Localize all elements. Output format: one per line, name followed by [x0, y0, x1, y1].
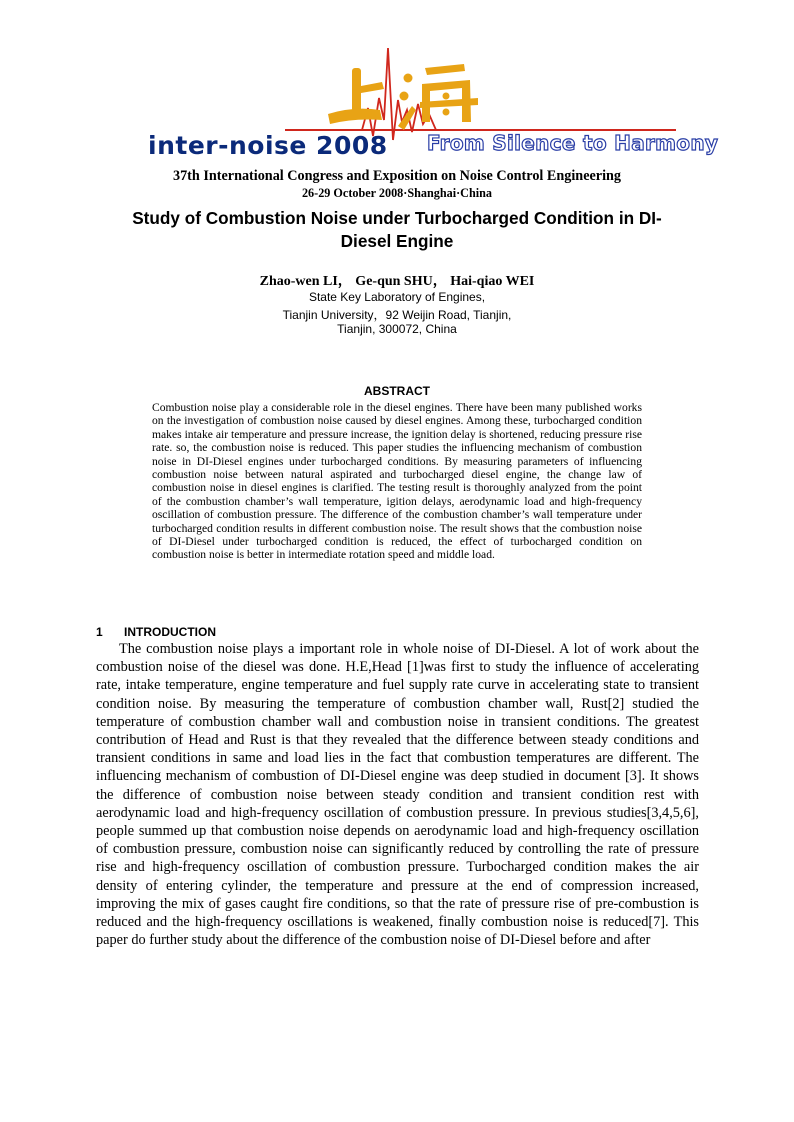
- affiliation-line: Tianjin University，92 Weijin Road, Tianjin,: [282, 308, 512, 322]
- brand-wordmark: inter-noise 2008: [148, 131, 388, 160]
- introduction-text: The combustion noise plays a important role in whole noise of DI-Diesel. A lot of work about the combustion noise of the diesel was done. H.E,Head [1]was first to study the influence of accelerating rate, intake temperature, engine temperature and fuel supply rate curve in accelerating state to transient condition noise. By measuring the temperature of combustion chamber wall, Rust[2] studied the temperature of combustion chamber wall and combustion noise in transient conditions. The greatest contribution of Head and Rust is that they revealed that the difference between steady conditions and transient conditions in same and load lies in the fact that combustion temperatures are different. The influencing mechanism of combustion of DI-Diesel engine was deep studied in document [3]. It shows the difference of combustion noise between steady condition and transient condition rest with aerodynamic load and high-frequency oscillation of combustion pressure. In previous studies[3,4,5,6], people summed up that combustion noise depends on aerodynamic load and high-frequency oscillation of combustion pressure, combustion noise can significantly reduced by controlling the rate of pressure rise and high-frequency oscillation of combustion pressure. Turbocharged condition makes the air density of entering cylinder, the temperature and pressure at the end of compression increased, improving the mix of gases caught fire conditions, so that the rate of pressure rise of pre-combustion is reduced and the high-frequency oscillations is weakened, finally combustion noise is reduced[7]. This paper do further study about the difference of the combustion noise of DI-Diesel before and after: [96, 641, 699, 949]
- slogan: From Silence to Harmony: [427, 131, 719, 155]
- affiliation-line: Tianjin, 300072, China: [337, 322, 457, 336]
- conference-title: 37th International Congress and Exposition on Noise Control Engineering: [172, 168, 622, 184]
- section-title: INTRODUCTION: [124, 625, 216, 639]
- abstract-heading: ABSTRACT: [364, 384, 430, 398]
- section-heading: [96, 625, 216, 639]
- section-number: 1: [96, 625, 103, 639]
- conference-date-place: 26-29 October 2008·Shanghai·China: [301, 186, 493, 200]
- paper-title: Study of Combustion Noise under Turbocharged Condition in DI-Diesel Engine: [132, 208, 662, 251]
- abstract-text: Combustion noise play a considerable role in the diesel engines. There have been many published works on the investigation of combustion noise caused by diesel engines. Among these, turbocharged condition makes intake air temperature and pressure increase, the ignition delay is shortened, reducing pressure rise rate. so, the combustion noise is reduced. This paper studies the influencing mechanism of combustion noise in DI-Diesel engines under turbocharged conditions. By measuring parameters of influencing combustion noise between natural aspirated and turbocharged diesel engine, the change law of combustion noise in diesel engines is clarified. The testing result is thoroughly analyzed from the point of the combustion chamber’s wall temperature, igition delays, aerodynamic load and high-frequency oscillation of combustion pressure. The difference of the combustion chamber’s wall temperature under turbocharged condition results in different combustion noise. The result shows that the combustion noise of DI-Diesel under turbocharged condition is reduced, the effect of turbocharged condition on combustion noise is better in intermediate rotation speed and middle load.: [152, 401, 642, 562]
- author-list: Zhao-wen LI， Ge-qun SHU， Hai-qiao WEI: [259, 274, 535, 289]
- affiliation-line: State Key Laboratory of Engines,: [308, 290, 486, 304]
- calligraphy-shang-icon: [328, 68, 384, 124]
